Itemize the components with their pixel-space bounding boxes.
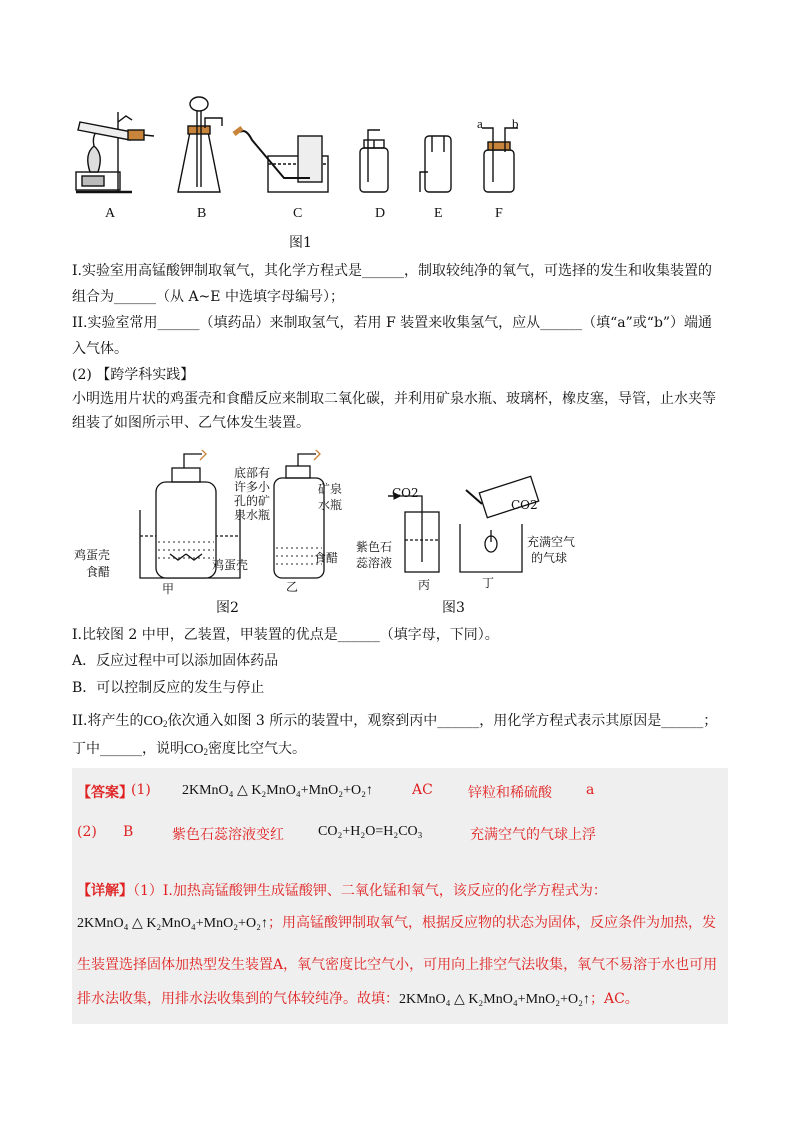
fig3-litmus-2: 蕊溶液 bbox=[356, 556, 393, 570]
figure3-caption: 图3 bbox=[442, 600, 465, 616]
answer-a: a bbox=[586, 782, 595, 798]
q2-ii-co2-2: $CO_2$ bbox=[184, 742, 208, 757]
explain-tag-label: 【详解】 bbox=[77, 883, 133, 899]
explain-line2 bbox=[77, 912, 716, 932]
fig2-yi-note-1: 矿泉 bbox=[318, 482, 343, 496]
figure2-figure3-apparatus bbox=[130, 450, 570, 590]
answer-equation-1: 2KMnO₄ △ K₂MnO₄+MnO₂+O₂↑ bbox=[182, 783, 373, 798]
figure2-caption: 图2 bbox=[216, 600, 239, 616]
fig1-label-f-port-b: b bbox=[512, 116, 519, 131]
fig1-label-d: D bbox=[375, 206, 386, 221]
fig3-bottle-co2: CO2 bbox=[511, 498, 538, 512]
fig3-litmus-1: 紫色石 bbox=[356, 540, 393, 554]
explain-line4-b: ；AC。 bbox=[589, 991, 639, 1007]
fig2-vinegar-right: 食醋 bbox=[314, 551, 339, 565]
fig1-label-b: B bbox=[197, 206, 207, 221]
answer-zinc: 锌粒和稀硫酸 bbox=[468, 785, 552, 801]
fig3-balloon-1: 充满空气 bbox=[527, 535, 576, 549]
q2-ii-part3: 丁中______，说明 bbox=[72, 741, 184, 757]
explain-line2-rest: ；用高锰酸钾制取氧气，根据反应物的状态为固体，反应条件为加热，发 bbox=[267, 915, 716, 931]
q2-intro2: 组装了如图所示甲、乙气体发生装置。 bbox=[72, 415, 310, 431]
fig2-yi-note-2: 水瓶 bbox=[318, 498, 343, 512]
answer-b: B bbox=[123, 824, 134, 840]
fig1-label-f-port-a: a bbox=[477, 116, 483, 131]
explain-line4-a: 排水法收集，用排水法收集到的气体较纯净。故填： bbox=[77, 991, 399, 1007]
q1-line2: 组合为______（从 A~E 中选填字母编号）； bbox=[72, 289, 344, 305]
q1-line4: 入气体。 bbox=[72, 341, 128, 357]
q2-question-ii-cont bbox=[72, 740, 306, 761]
q1-line1: I.实验室用高锰酸钾制取氧气，其化学方程式是______，制取较纯净的氧气，可选择的发生和收集装置的 bbox=[72, 263, 712, 279]
fig1-label-e: E bbox=[434, 206, 443, 221]
q2-ii-co2: $CO_2$ bbox=[143, 714, 168, 729]
fig2-jia-note-3: 孔的矿 bbox=[234, 494, 271, 508]
figure1-caption: 图1 bbox=[289, 235, 312, 251]
answer-ac: AC bbox=[412, 782, 433, 798]
figure1-apparatus bbox=[70, 92, 540, 207]
q1-line3: II.实验室常用______（填药品）来制取氢气，若用 F 装置来收集氢气，应从______（填“a”或“b”）端通 bbox=[72, 315, 713, 331]
answer-tag: 【答案】 bbox=[77, 785, 133, 801]
explain-eq-2: 2KMnO₄ △ K₂MnO₄+MnO₂+O₂↑ bbox=[399, 992, 590, 1007]
q2-question-ii bbox=[72, 712, 717, 733]
answer-equation-2: CO₂+H₂O=H₂CO₃ bbox=[318, 824, 423, 839]
answer-part2-label: (2) bbox=[77, 824, 97, 840]
q2-ii-part1: II.将产生的 bbox=[72, 713, 144, 729]
answer-part1-label: (1) bbox=[131, 782, 151, 798]
fig1-label-a: A bbox=[105, 206, 116, 221]
q2-header: (2) 【跨学科实践】 bbox=[72, 367, 195, 383]
fig2-eggshell-right: 鸡蛋壳 bbox=[212, 558, 249, 572]
fig3-balloon-2: 的气球 bbox=[531, 551, 568, 565]
q2-option-a: A．反应过程中可以添加固体药品 bbox=[72, 653, 279, 669]
fig2-eggshell-left: 鸡蛋壳 bbox=[74, 548, 111, 562]
fig2-yi: 乙 bbox=[286, 580, 299, 594]
fig2-jia-note-1: 底部有 bbox=[234, 466, 271, 480]
q2-intro1: 小明选用片状的鸡蛋壳和食醋反应来制取二氧化碳，并利用矿泉水瓶、玻璃杯，橡皮塞，导管，止水夹等 bbox=[72, 391, 716, 407]
q2-question-i: I.比较图 2 中甲，乙装置，甲装置的优点是______（填字母，下同）。 bbox=[72, 627, 499, 643]
fig1-label-c: C bbox=[293, 206, 303, 221]
fig3-ding: 丁 bbox=[482, 576, 495, 590]
explain-line1: （1）Ⅰ.加热高锰酸钾生成锰酸钾、二氧化锰和氧气，该反应的化学方程式为： bbox=[133, 883, 607, 899]
explain-eq-1: 2KMnO₄ △ K₂MnO₄+MnO₂+O₂↑ bbox=[77, 916, 268, 931]
q2-ii-part4: 密度比空气大。 bbox=[207, 741, 306, 757]
explain-line4 bbox=[77, 988, 639, 1008]
fig2-jia-note-4: 泉水瓶 bbox=[234, 508, 271, 522]
fig1-label-f: F bbox=[495, 206, 503, 221]
q2-ii-part2: 依次通入如图 3 所示的装置中，观察到丙中______，用化学方程式表示其原因是______； bbox=[167, 713, 718, 729]
fig2-jia: 甲 bbox=[162, 582, 175, 596]
answer-balloon-float: 充满空气的气球上浮 bbox=[470, 827, 596, 843]
explain-line3: 生装置选择固体加热型发生装置A，氧气密度比空气小，可用向上排空气法收集，氧气不易溶于水也可用 bbox=[77, 957, 718, 973]
fig3-co2-label: CO2 bbox=[392, 486, 419, 500]
fig2-vinegar-left: 食醋 bbox=[86, 565, 111, 579]
fig2-jia-note-2: 许多小 bbox=[234, 480, 271, 494]
answer-litmus-red: 紫色石蕊溶液变红 bbox=[172, 827, 284, 843]
q2-option-b: B．可以控制反应的发生与停止 bbox=[72, 680, 265, 696]
explain-tag bbox=[77, 880, 607, 900]
fig3-bing: 丙 bbox=[418, 578, 431, 592]
